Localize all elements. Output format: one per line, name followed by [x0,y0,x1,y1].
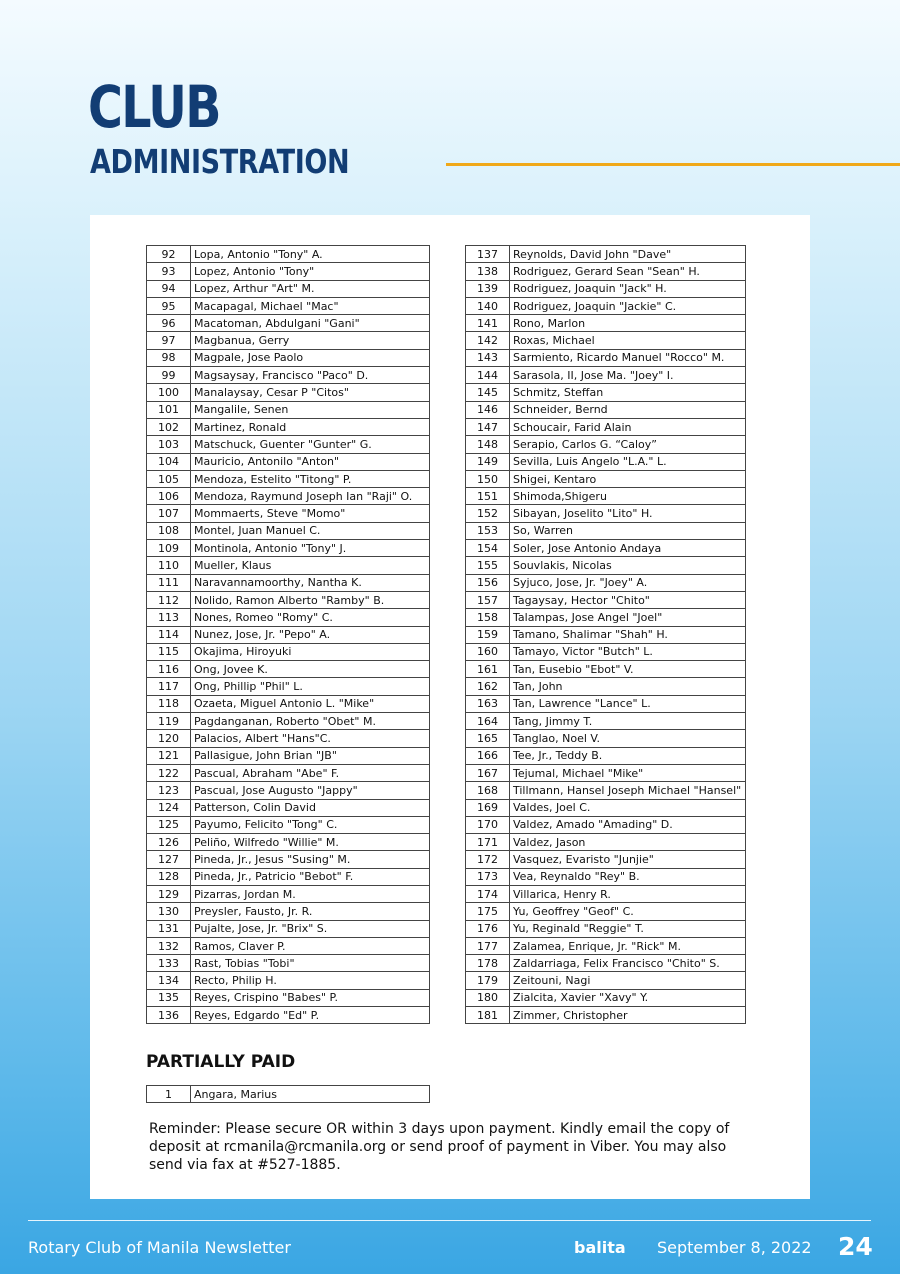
table-row [147,972,430,989]
member-name: Pizarras, Jordan M. [191,885,430,902]
table-row [466,937,746,954]
member-number: 94 [147,280,191,297]
member-number: 170 [466,816,510,833]
member-name: Rodriguez, Gerard Sean "Sean" H. [510,263,746,280]
table-row [466,609,746,626]
table-row [147,522,430,539]
member-number: 175 [466,903,510,920]
member-name: Mauricio, Antonilo "Anton" [191,453,430,470]
table-row [466,297,746,314]
member-name: Pascual, Abraham "Abe" F. [191,764,430,781]
footer-date: September 8, 2022 [657,1238,812,1257]
member-number: 127 [147,851,191,868]
member-number: 167 [466,764,510,781]
member-number: 139 [466,280,510,297]
table-row [466,263,746,280]
member-name: Yu, Geoffrey "Geof" C. [510,903,746,920]
member-name: Reyes, Edgardo "Ed" P. [191,1007,430,1024]
table-row [147,747,430,764]
member-number: 143 [466,349,510,366]
member-name: Shigei, Kentaro [510,470,746,487]
member-name: Tagaysay, Hector "Chito" [510,591,746,608]
member-name: Zimmer, Christopher [510,1007,746,1024]
member-number: 166 [466,747,510,764]
table-row [147,263,430,280]
member-number: 113 [147,609,191,626]
member-name: Tejumal, Michael "Mike" [510,764,746,781]
member-number: 148 [466,436,510,453]
member-name: Magbanua, Gerry [191,332,430,349]
member-number: 174 [466,885,510,902]
member-number: 164 [466,713,510,730]
table-row [147,488,430,505]
member-name: Preysler, Fausto, Jr. R. [191,903,430,920]
member-name: Lopez, Arthur "Art" M. [191,280,430,297]
member-number: 155 [466,557,510,574]
member-number: 121 [147,747,191,764]
partially-paid-table [146,1085,430,1103]
member-name: Tan, Eusebio "Ebot" V. [510,661,746,678]
table-row [466,315,746,332]
table-row [466,557,746,574]
member-number: 133 [147,955,191,972]
table-row [147,609,430,626]
table-row [147,678,430,695]
member-name: Ong, Phillip "Phil" L. [191,678,430,695]
table-row [466,903,746,920]
roster-right-body [466,246,746,1024]
table-row [147,730,430,747]
member-name: Magpale, Jose Paolo [191,349,430,366]
member-name: Vasquez, Evaristo "Junjie" [510,851,746,868]
footer-brand: balita [574,1238,626,1257]
member-number: 141 [466,315,510,332]
page-subtitle: ADMINISTRATION [90,142,350,181]
member-number: 128 [147,868,191,885]
member-name: Payumo, Felicito "Tong" C. [191,816,430,833]
member-number: 145 [466,384,510,401]
table-row [466,989,746,1006]
member-name: Martinez, Ronald [191,418,430,435]
table-row [147,851,430,868]
member-name: Ramos, Claver P. [191,937,430,954]
member-number: 123 [147,782,191,799]
member-name: Ong, Jovee K. [191,661,430,678]
member-number: 95 [147,297,191,314]
table-row [466,505,746,522]
member-name: Sevilla, Luis Angelo "L.A." L. [510,453,746,470]
member-number: 116 [147,661,191,678]
member-name: Angara, Marius [191,1086,430,1103]
member-name: Macapagal, Michael "Mac" [191,297,430,314]
table-row [147,955,430,972]
member-name: Ozaeta, Miguel Antonio L. "Mike" [191,695,430,712]
member-number: 108 [147,522,191,539]
member-name: Mendoza, Estelito "Titong" P. [191,470,430,487]
member-name: Macatoman, Abdulgani "Gani" [191,315,430,332]
table-row [466,367,746,384]
table-row [466,280,746,297]
member-name: Tee, Jr., Teddy B. [510,747,746,764]
partially-paid-body [147,1086,430,1103]
member-name: Nunez, Jose, Jr. "Pepo" A. [191,626,430,643]
table-row [466,470,746,487]
table-row [147,799,430,816]
member-number: 140 [466,297,510,314]
member-name: Mommaerts, Steve "Momo" [191,505,430,522]
member-name: Rono, Marlon [510,315,746,332]
table-row [466,384,746,401]
member-name: Manalaysay, Cesar P "Citos" [191,384,430,401]
member-name: Lopa, Antonio "Tony" A. [191,246,430,263]
table-row [147,868,430,885]
member-number: 131 [147,920,191,937]
member-number: 118 [147,695,191,712]
member-name: Tang, Jimmy T. [510,713,746,730]
member-name: Nolido, Ramon Alberto "Ramby" B. [191,591,430,608]
member-number: 130 [147,903,191,920]
member-name: Peliño, Wilfredo "Willie" M. [191,834,430,851]
member-number: 151 [466,488,510,505]
member-number: 126 [147,834,191,851]
member-name: Tan, Lawrence "Lance" L. [510,695,746,712]
table-row [466,626,746,643]
table-row [147,661,430,678]
table-row [147,591,430,608]
table-row [466,540,746,557]
member-number: 106 [147,488,191,505]
table-row [147,540,430,557]
member-name: Montinola, Antonio "Tony" J. [191,540,430,557]
table-row [147,764,430,781]
table-row [147,557,430,574]
member-number: 169 [466,799,510,816]
member-number: 147 [466,418,510,435]
table-row [147,816,430,833]
member-number: 103 [147,436,191,453]
table-row [466,436,746,453]
member-name: Tillmann, Hansel Joseph Michael "Hansel" [510,782,746,799]
footer-publication: Rotary Club of Manila Newsletter [28,1238,291,1257]
member-name: Reyes, Crispino "Babes" P. [191,989,430,1006]
member-name: Zeitouni, Nagi [510,972,746,989]
member-name: Naravannamoorthy, Nantha K. [191,574,430,591]
member-number: 157 [466,591,510,608]
member-name: Mueller, Klaus [191,557,430,574]
table-row [147,453,430,470]
member-number: 180 [466,989,510,1006]
member-number: 178 [466,955,510,972]
payment-reminder: Reminder: Please secure OR within 3 days upon payment. Kindly email the copy of deposit at rcmanila@rcmanila.org or send proof of payment in Viber. You may also send via fax at #527-1885. [149,1121,730,1173]
member-number: 124 [147,799,191,816]
member-name: Mangalile, Senen [191,401,430,418]
member-number: 100 [147,384,191,401]
member-number: 144 [466,367,510,384]
table-row [147,384,430,401]
member-number: 158 [466,609,510,626]
table-row [147,1086,430,1103]
member-number: 122 [147,764,191,781]
member-number: 109 [147,540,191,557]
member-number: 153 [466,522,510,539]
member-number: 152 [466,505,510,522]
table-row [147,401,430,418]
member-name: Rast, Tobias "Tobi" [191,955,430,972]
member-name: Roxas, Michael [510,332,746,349]
table-row [147,989,430,1006]
member-number: 132 [147,937,191,954]
member-name: Sarasola, II, Jose Ma. "Joey" I. [510,367,746,384]
member-name: Tan, John [510,678,746,695]
table-row [466,522,746,539]
member-name: Yu, Reginald "Reggie" T. [510,920,746,937]
member-number: 101 [147,401,191,418]
table-row [147,782,430,799]
table-row [466,332,746,349]
member-number: 172 [466,851,510,868]
table-row [466,851,746,868]
member-name: Pujalte, Jose, Jr. "Brix" S. [191,920,430,937]
roster-table-right [465,245,746,1024]
member-number: 107 [147,505,191,522]
member-name: Reynolds, David John "Dave" [510,246,746,263]
table-row [466,713,746,730]
member-name: Schmitz, Steffan [510,384,746,401]
table-row [466,799,746,816]
member-name: Palacios, Albert "Hans"C. [191,730,430,747]
member-number: 161 [466,661,510,678]
table-row [147,903,430,920]
member-number: 104 [147,453,191,470]
member-number: 159 [466,626,510,643]
document-sheet [90,215,810,1199]
table-row [466,695,746,712]
member-name: Tamayo, Victor "Butch" L. [510,643,746,660]
member-number: 129 [147,885,191,902]
member-number: 154 [466,540,510,557]
table-row [147,643,430,660]
title-accent-rule [446,163,900,166]
table-row [147,626,430,643]
table-row [466,955,746,972]
table-row [466,488,746,505]
table-row [466,591,746,608]
table-row [466,764,746,781]
member-name: Pineda, Jr., Patricio "Bebot" F. [191,868,430,885]
member-name: Pallasigue, John Brian "JB" [191,747,430,764]
member-number: 1 [147,1086,191,1103]
member-name: Tanglao, Noel V. [510,730,746,747]
member-name: Talampas, Jose Angel "Joel" [510,609,746,626]
table-row [466,920,746,937]
table-row [147,505,430,522]
member-number: 138 [466,263,510,280]
table-row [466,834,746,851]
table-row [466,246,746,263]
table-row [147,1007,430,1024]
member-number: 136 [147,1007,191,1024]
table-row [466,661,746,678]
table-row [466,453,746,470]
member-number: 142 [466,332,510,349]
member-number: 105 [147,470,191,487]
member-number: 173 [466,868,510,885]
member-name: Rodriguez, Joaquin "Jack" H. [510,280,746,297]
table-row [147,315,430,332]
member-name: Zaldarriaga, Felix Francisco "Chito" S. [510,955,746,972]
member-number: 97 [147,332,191,349]
member-number: 99 [147,367,191,384]
member-name: Valdez, Jason [510,834,746,851]
table-row [466,678,746,695]
table-row [466,574,746,591]
table-row [466,816,746,833]
member-number: 117 [147,678,191,695]
roster-left-body [147,246,430,1024]
member-name: Recto, Philip H. [191,972,430,989]
table-row [466,730,746,747]
member-number: 98 [147,349,191,366]
table-row [147,297,430,314]
member-name: Lopez, Antonio "Tony" [191,263,430,280]
member-number: 146 [466,401,510,418]
table-row [147,834,430,851]
member-number: 114 [147,626,191,643]
member-number: 163 [466,695,510,712]
member-name: Serapio, Carlos G. “Caloy” [510,436,746,453]
table-row [466,1007,746,1024]
member-name: Souvlakis, Nicolas [510,557,746,574]
member-name: Pagdanganan, Roberto "Obet" M. [191,713,430,730]
member-name: Schneider, Bernd [510,401,746,418]
member-number: 160 [466,643,510,660]
member-number: 179 [466,972,510,989]
member-name: Pascual, Jose Augusto "Jappy" [191,782,430,799]
member-number: 110 [147,557,191,574]
member-number: 150 [466,470,510,487]
table-row [466,418,746,435]
member-number: 156 [466,574,510,591]
table-row [147,246,430,263]
table-row [466,401,746,418]
member-name: So, Warren [510,522,746,539]
member-number: 102 [147,418,191,435]
table-row [466,747,746,764]
member-name: Schoucair, Farid Alain [510,418,746,435]
table-row [147,885,430,902]
member-name: Nones, Romeo "Romy" C. [191,609,430,626]
member-number: 134 [147,972,191,989]
member-name: Sarmiento, Ricardo Manuel "Rocco" M. [510,349,746,366]
member-number: 137 [466,246,510,263]
member-number: 96 [147,315,191,332]
footer-divider [28,1220,871,1221]
table-row [147,280,430,297]
table-row [466,643,746,660]
table-row [147,920,430,937]
member-name: Montel, Juan Manuel C. [191,522,430,539]
table-row [147,367,430,384]
member-number: 120 [147,730,191,747]
partially-paid-heading: PARTIALLY PAID [146,1052,296,1072]
member-name: Matschuck, Guenter "Gunter" G. [191,436,430,453]
member-number: 119 [147,713,191,730]
member-number: 168 [466,782,510,799]
member-name: Vea, Reynaldo "Rey" B. [510,868,746,885]
member-name: Soler, Jose Antonio Andaya [510,540,746,557]
member-name: Pineda, Jr., Jesus "Susing" M. [191,851,430,868]
member-name: Zalamea, Enrique, Jr. "Rick" M. [510,937,746,954]
member-name: Tamano, Shalimar "Shah" H. [510,626,746,643]
member-name: Patterson, Colin David [191,799,430,816]
member-name: Magsaysay, Francisco "Paco" D. [191,367,430,384]
member-name: Rodriguez, Joaquin "Jackie" C. [510,297,746,314]
member-number: 176 [466,920,510,937]
member-number: 92 [147,246,191,263]
page-number: 24 [838,1232,873,1261]
member-name: Valdes, Joel C. [510,799,746,816]
member-number: 112 [147,591,191,608]
member-name: Okajima, Hiroyuki [191,643,430,660]
table-row [466,885,746,902]
table-row [466,972,746,989]
member-name: Sibayan, Joselito "Lito" H. [510,505,746,522]
member-number: 181 [466,1007,510,1024]
table-row [147,418,430,435]
table-row [147,937,430,954]
member-number: 93 [147,263,191,280]
member-number: 135 [147,989,191,1006]
member-number: 125 [147,816,191,833]
member-number: 162 [466,678,510,695]
table-row [466,868,746,885]
member-number: 115 [147,643,191,660]
member-name: Zialcita, Xavier "Xavy" Y. [510,989,746,1006]
table-row [466,782,746,799]
table-row [147,349,430,366]
member-number: 149 [466,453,510,470]
member-number: 111 [147,574,191,591]
member-number: 171 [466,834,510,851]
member-number: 177 [466,937,510,954]
member-number: 165 [466,730,510,747]
member-name: Villarica, Henry R. [510,885,746,902]
table-row [147,436,430,453]
member-name: Valdez, Amado "Amading" D. [510,816,746,833]
member-name: Shimoda,Shigeru [510,488,746,505]
table-row [147,470,430,487]
table-row [466,349,746,366]
roster-table-left [146,245,430,1024]
page-title: CLUB [88,73,220,141]
table-row [147,695,430,712]
member-name: Syjuco, Jose, Jr. "Joey" A. [510,574,746,591]
table-row [147,574,430,591]
table-row [147,713,430,730]
member-name: Mendoza, Raymund Joseph Ian "Raji" O. [191,488,430,505]
table-row [147,332,430,349]
